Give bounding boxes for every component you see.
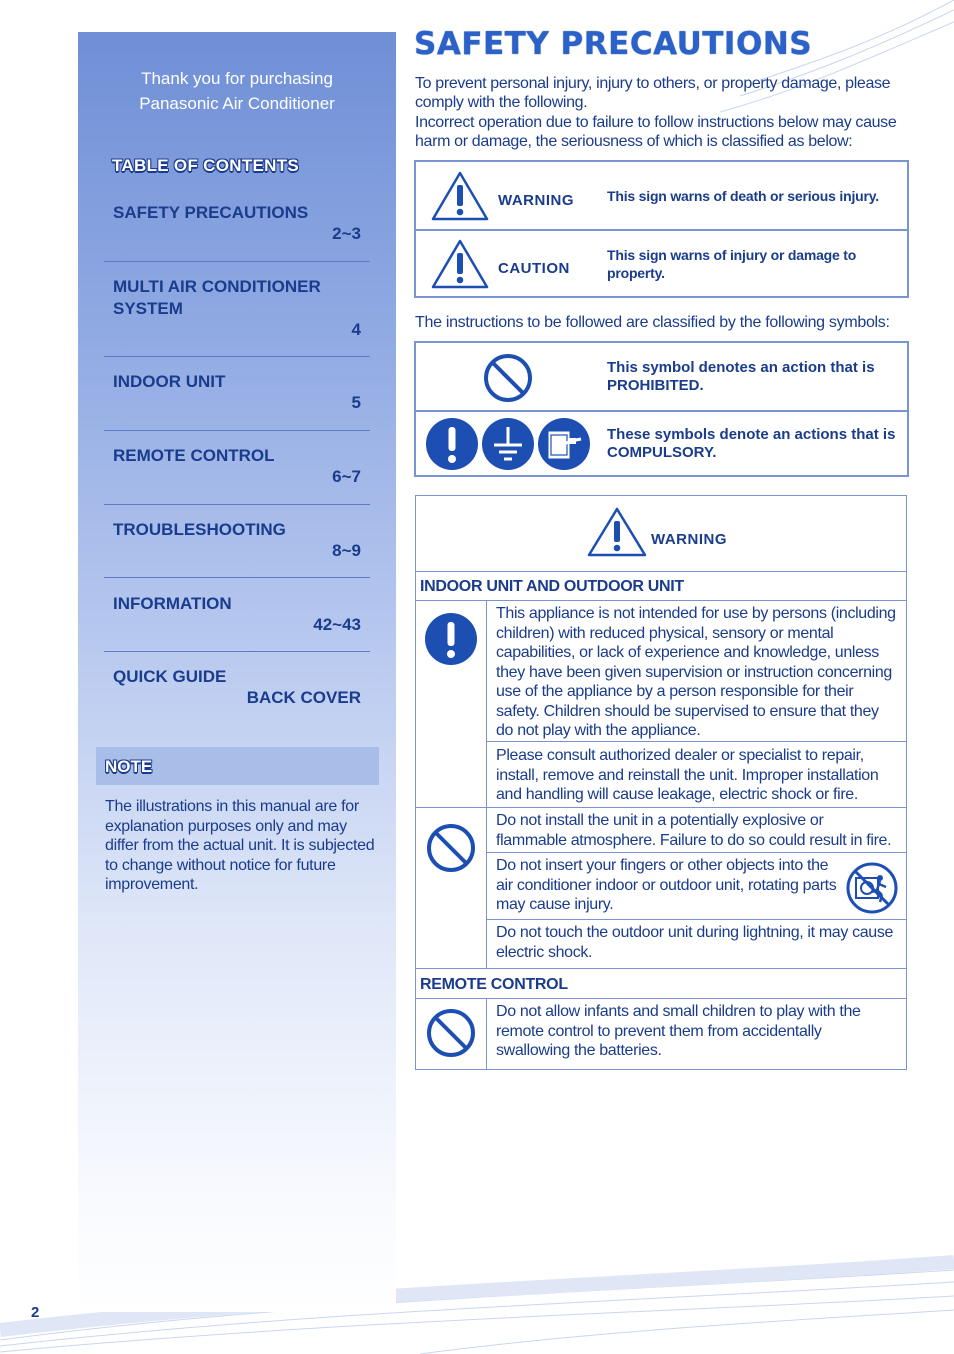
no-touching-fan-icon xyxy=(846,862,898,914)
note-text: The illustrations in this manual are for explanation purposes only and may differ from the actual unit. It is subjected to change without notice for future improvement. xyxy=(105,798,375,893)
sign-classification-box xyxy=(414,160,909,298)
toc-item-indoor-unit[interactable] xyxy=(104,371,370,431)
toc-label: TROUBLESHOOTING xyxy=(113,520,286,539)
warning-table-header: WARNING xyxy=(651,531,727,548)
toc-page: 4 xyxy=(351,320,361,339)
indoor-outdoor-compulsory-1: This appliance is not intended for use by persons (including children) with reduced physical, sensory or mental capabilities, or lack of experience and knowledge, unless they have been given supervision or instruction concerning use of the appliance by a person responsible for their safety. Children should be supervised to ensure that they do not play with the appliance. xyxy=(496,605,896,739)
grounding-icon xyxy=(481,417,535,471)
warning-triangle-icon xyxy=(430,170,490,222)
caution-label: CAUTION xyxy=(498,260,570,277)
toc-title: TABLE OF CONTENTS xyxy=(112,156,300,175)
table-divider xyxy=(486,741,906,742)
thanks-line-2: Panasonic Air Conditioner xyxy=(139,94,335,113)
toc-page: BACK COVER xyxy=(246,688,361,707)
prohibited-icon xyxy=(425,822,477,874)
intro-text xyxy=(415,74,905,151)
toc-item-information[interactable] xyxy=(104,593,370,652)
toc-label: INDOOR UNIT xyxy=(113,372,226,391)
indoor-outdoor-prohibited-3: Do not touch the outdoor unit during lightning, it may cause electric shock. xyxy=(496,924,894,961)
note-header xyxy=(96,747,379,785)
table-divider xyxy=(416,998,906,999)
thanks-message xyxy=(78,66,396,116)
compulsory-icon xyxy=(424,612,478,666)
table-divider xyxy=(416,600,906,601)
toc-item-troubleshooting[interactable] xyxy=(104,519,370,578)
warning-table xyxy=(415,495,907,1070)
page-title: SAFETY PRECAUTIONS xyxy=(414,26,813,62)
prohibited-description: This symbol denotes an action that is PROHIBITED. xyxy=(607,359,875,394)
sidebar xyxy=(78,32,396,1312)
column-divider xyxy=(486,998,487,1069)
remote-control-prohibited-1: Do not allow infants and small children to play with the remote control to prevent them from accidentally swallowing the batteries. xyxy=(496,1003,861,1059)
warning-triangle-icon xyxy=(586,506,648,558)
compulsory-description: These symbols denote an actions that is COMPULSORY. xyxy=(607,426,896,461)
warning-description: This sign warns of death or serious injury. xyxy=(607,188,879,204)
toc-item-safety-precautions[interactable] xyxy=(104,202,370,262)
toc-label: MULTI AIR CONDITIONER SYSTEM xyxy=(113,277,321,318)
column-divider xyxy=(486,600,487,968)
table-divider xyxy=(486,852,906,853)
intro-paragraph-1: To prevent personal injury, injury to others, or property damage, please comply with the following. xyxy=(415,75,891,112)
indoor-outdoor-prohibited-1: Do not install the unit in a potentially explosive or flammable atmosphere. Failure to do so could result in fire. xyxy=(496,812,892,849)
toc-label: REMOTE CONTROL xyxy=(113,446,275,465)
page-number: 2 xyxy=(31,1304,40,1321)
intro-paragraph-2: Incorrect operation due to failure to follow instructions below may cause harm or damage, the seriousness of which is classified as below: xyxy=(415,113,897,150)
toc-page: 42~43 xyxy=(313,615,361,634)
prohibited-icon xyxy=(482,352,534,404)
thanks-line-1: Thank you for purchasing xyxy=(141,69,333,88)
indoor-outdoor-prohibited-2: Do not insert your fingers or other objects into the air conditioner indoor or outdoor unit, rotating parts may cause injury. xyxy=(496,857,837,913)
toc-page: 8~9 xyxy=(332,541,361,560)
toc-label: QUICK GUIDE xyxy=(113,667,227,686)
indoor-outdoor-compulsory-2: Please consult authorized dealer or specialist to repair, install, remove and reinstall the unit. Improper installation and handling will cause leakage, electric shock or fire. xyxy=(496,747,879,803)
toc-item-remote-control[interactable] xyxy=(104,445,370,505)
row-divider xyxy=(416,410,907,412)
toc-page: 2~3 xyxy=(332,224,361,243)
unplug-power-icon xyxy=(537,417,591,471)
symbols-intro: The instructions to be followed are classified by the following symbols: xyxy=(415,314,890,331)
toc-page: 6~7 xyxy=(332,467,361,486)
row-divider xyxy=(416,229,907,231)
compulsory-icon xyxy=(425,417,479,471)
table-divider xyxy=(416,968,906,969)
section-remote-control: REMOTE CONTROL xyxy=(420,976,568,993)
toc-item-multi-air-conditioner-system[interactable] xyxy=(104,276,370,357)
toc-label: SAFETY PRECAUTIONS xyxy=(113,203,309,222)
toc-label: INFORMATION xyxy=(113,594,232,613)
table-divider xyxy=(416,571,906,572)
caution-triangle-icon xyxy=(430,238,490,290)
note-title: NOTE xyxy=(105,757,153,776)
table-divider xyxy=(486,919,906,920)
section-indoor-outdoor-unit: INDOOR UNIT AND OUTDOOR UNIT xyxy=(420,578,684,595)
toc-item-quick-guide[interactable] xyxy=(104,666,370,716)
table-divider xyxy=(416,807,906,808)
toc-page: 5 xyxy=(351,393,361,412)
symbols-box xyxy=(414,341,909,477)
prohibited-icon xyxy=(425,1007,477,1059)
warning-label: WARNING xyxy=(498,192,574,209)
caution-description: This sign warns of injury or damage to property. xyxy=(607,247,857,281)
